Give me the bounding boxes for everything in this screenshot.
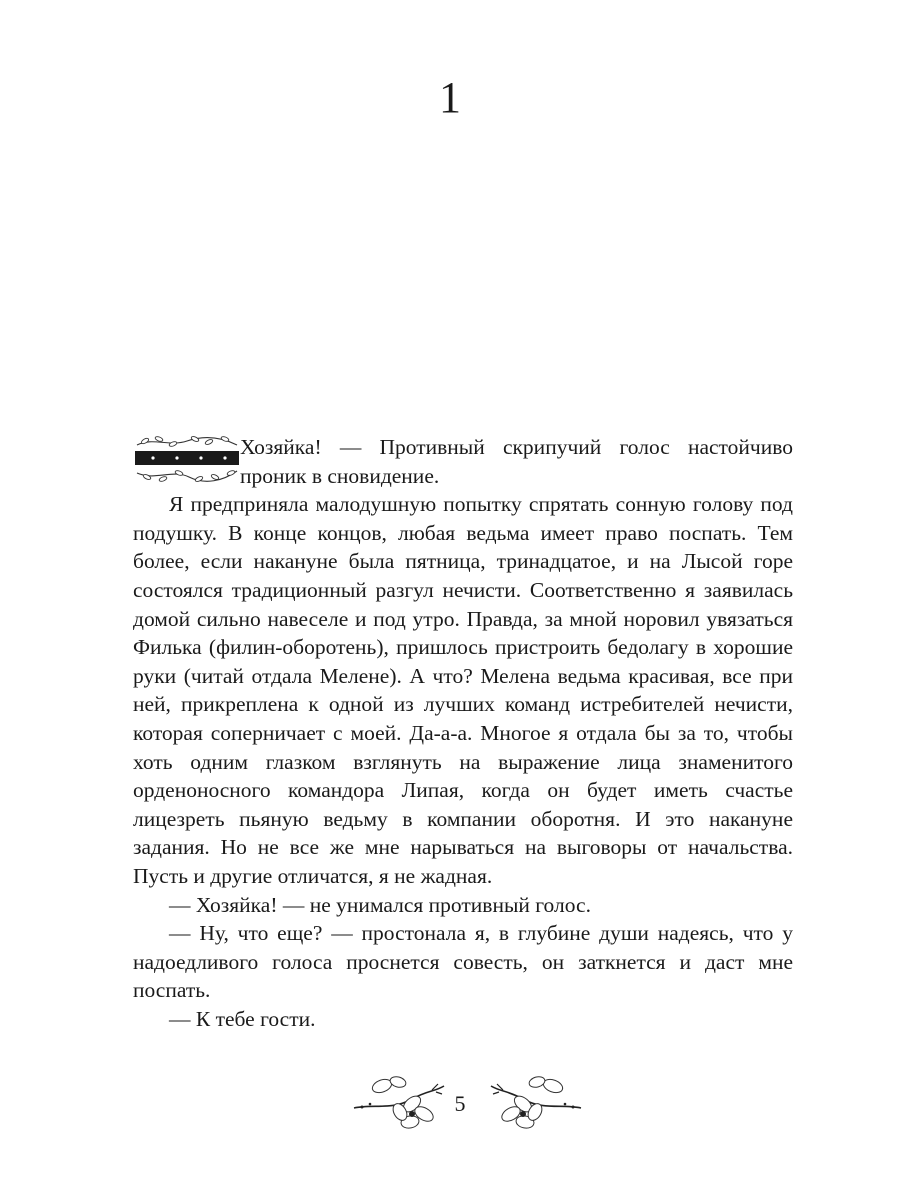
paragraph: Я предприняла малодушную попытку спрятать сонную голову под подушку. В конце концов, любая ведьма имеет право поспать. Тем более, если накануне была пятница, тринадцатое, и на Лысой горе состоялся традиционный разгул нечисти. Соответственно я заявилась домой сильно навеселе и под утро. Правда, за мной норовил увязаться Филька (филин-оборотень), пришлось пристроить бедолагу в хорошие руки (читай отдала Мелене). А что? Мелена ведьма красивая, все при ней, прикреплена к одной из лучших команд истребителей нечисти, которая соперничает с моей. Да-а-а. Многое я отдала бы за то, чтобы хоть одним глазком взглянуть на выражение лица знаменитого орденоносного командора Липая, когда он будет иметь счастье лицезреть пьяную ведьму в компании оборотня. И это накануне задания. Но не все же мне нарываться на выговоры от начальства. Пусть и другие отличатся, я не жадная.: [133, 492, 793, 888]
blossom-branch-ornament-icon: [488, 1070, 583, 1138]
chapter-number: 1: [439, 73, 461, 122]
chapter-text: [133, 433, 793, 1033]
first-paragraph-line1: Хозяйка! — Противный скрипучий голос настойчиво: [240, 435, 793, 459]
paragraph: — Ну, что еще? — простонала я, в глубине души надеясь, что у надоедливого голоса проснется совесть, он заткнется и даст мне поспать.: [133, 921, 793, 1003]
blossom-branch-ornament-icon: [352, 1070, 447, 1138]
page-number: 5: [454, 1091, 466, 1116]
paragraph: — К тебе гости.: [169, 1006, 316, 1031]
first-paragraph-line2: проник в сновидение.: [240, 463, 440, 488]
paragraph: — Хозяйка! — не унимался противный голос.: [169, 892, 591, 917]
first-paragraph: [133, 433, 793, 490]
